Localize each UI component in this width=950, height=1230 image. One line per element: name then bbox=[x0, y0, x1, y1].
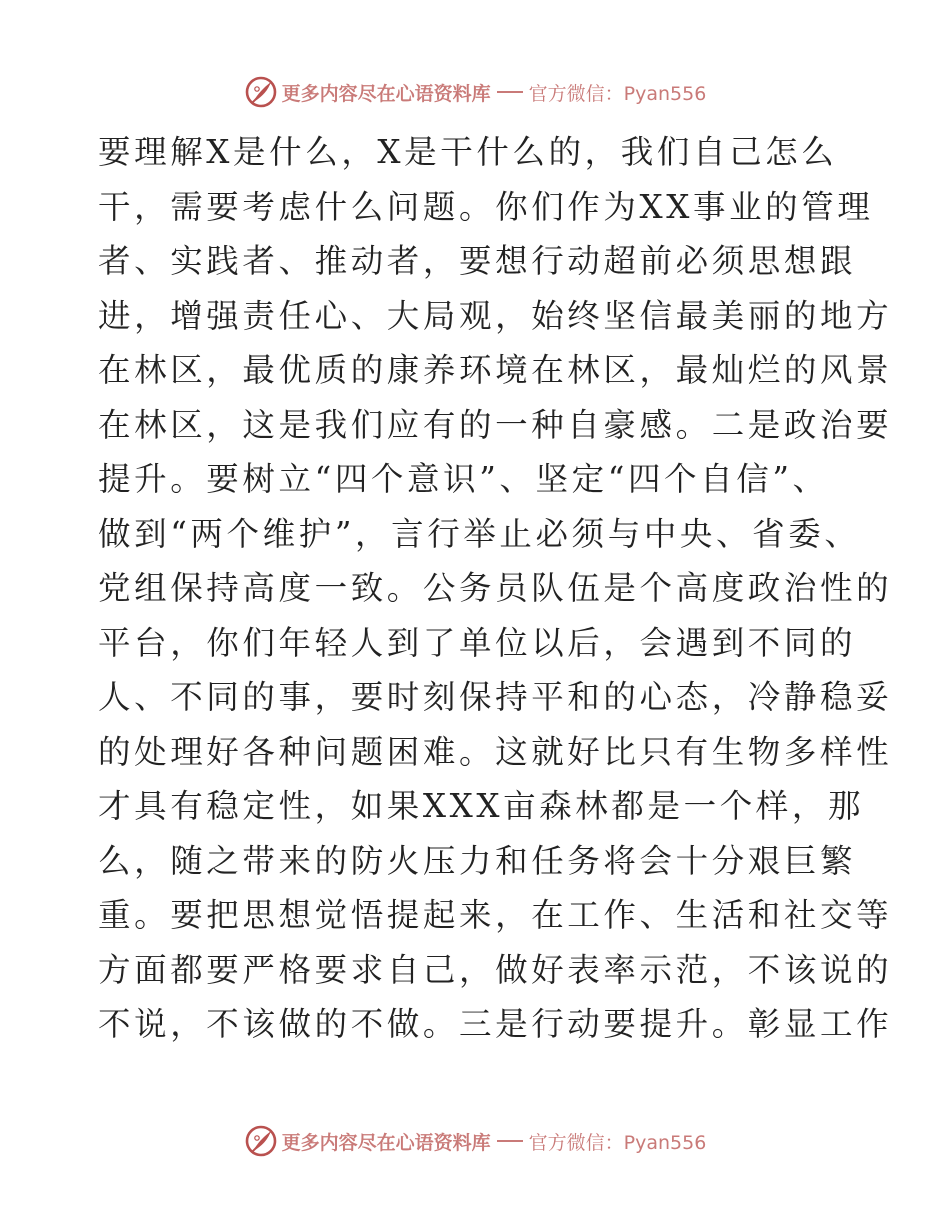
text-line: 要理解X是什么，X是干什么的，我们自己怎么 bbox=[98, 133, 838, 171]
footer-banner bbox=[0, 1121, 950, 1161]
text-line: 平台，你们年轻人到了单位以后，会遇到不同的 bbox=[98, 623, 857, 662]
banner-dash bbox=[497, 91, 523, 93]
header-banner-content bbox=[244, 75, 707, 109]
text-line: 么，随之带来的防火压力和任务将会十分艰巨繁 bbox=[98, 841, 857, 880]
banner-title: 更多内容尽在心语资料库 bbox=[281, 1131, 491, 1154]
header-banner bbox=[0, 72, 950, 112]
quill-pen-logo-icon bbox=[244, 1124, 278, 1158]
banner-wechat: 官方微信：Pyan556 bbox=[528, 1131, 707, 1154]
banner-dash bbox=[497, 1140, 523, 1142]
text-line: 在林区，最优质的康养环境在林区，最灿烂的风景 bbox=[98, 351, 893, 389]
text-line: 者、实践者、推动者，要想行动超前必须思想跟 bbox=[98, 242, 857, 280]
text-line: 人、不同的事，要时刻保持平和的心态，冷静稳妥 bbox=[98, 678, 893, 716]
document-body bbox=[98, 125, 893, 1052]
text-line: 干，需要考虑什么问题。你们作为XX事业的管理 bbox=[98, 187, 874, 226]
text-line: 进，增强责任心、大局观，始终坚信最美丽的地方 bbox=[98, 296, 893, 335]
text-line: 提升。要树立“四个意识”、坚定“四个自信”、 bbox=[98, 460, 829, 498]
text-line: 在林区，这是我们应有的一种自豪感。二是政治要 bbox=[98, 405, 893, 444]
text-line: 的处理好各种问题困难。这就好比只有生物多样性 bbox=[98, 732, 893, 771]
banner-title: 更多内容尽在心语资料库 bbox=[281, 82, 491, 105]
quill-pen-logo-icon bbox=[244, 75, 278, 109]
text-line: 做到“两个维护”，言行举止必须与中央、省委、 bbox=[98, 514, 861, 553]
banner-wechat: 官方微信：Pyan556 bbox=[528, 82, 707, 105]
text-line: 才具有稳定性，如果XXX亩森林都是一个样，那 bbox=[98, 787, 865, 825]
text-line: 重。要把思想觉悟提起来，在工作、生活和社交等 bbox=[98, 896, 893, 934]
text-line: 党组保持高度一致。公务员队伍是个高度政治性的 bbox=[98, 569, 893, 607]
text-line: 不说，不该做的不做。三是行动要提升。彰显工作 bbox=[98, 1005, 893, 1043]
footer-banner-content bbox=[244, 1124, 707, 1158]
text-line: 方面都要严格要求自己，做好表率示范，不该说的 bbox=[98, 950, 893, 989]
